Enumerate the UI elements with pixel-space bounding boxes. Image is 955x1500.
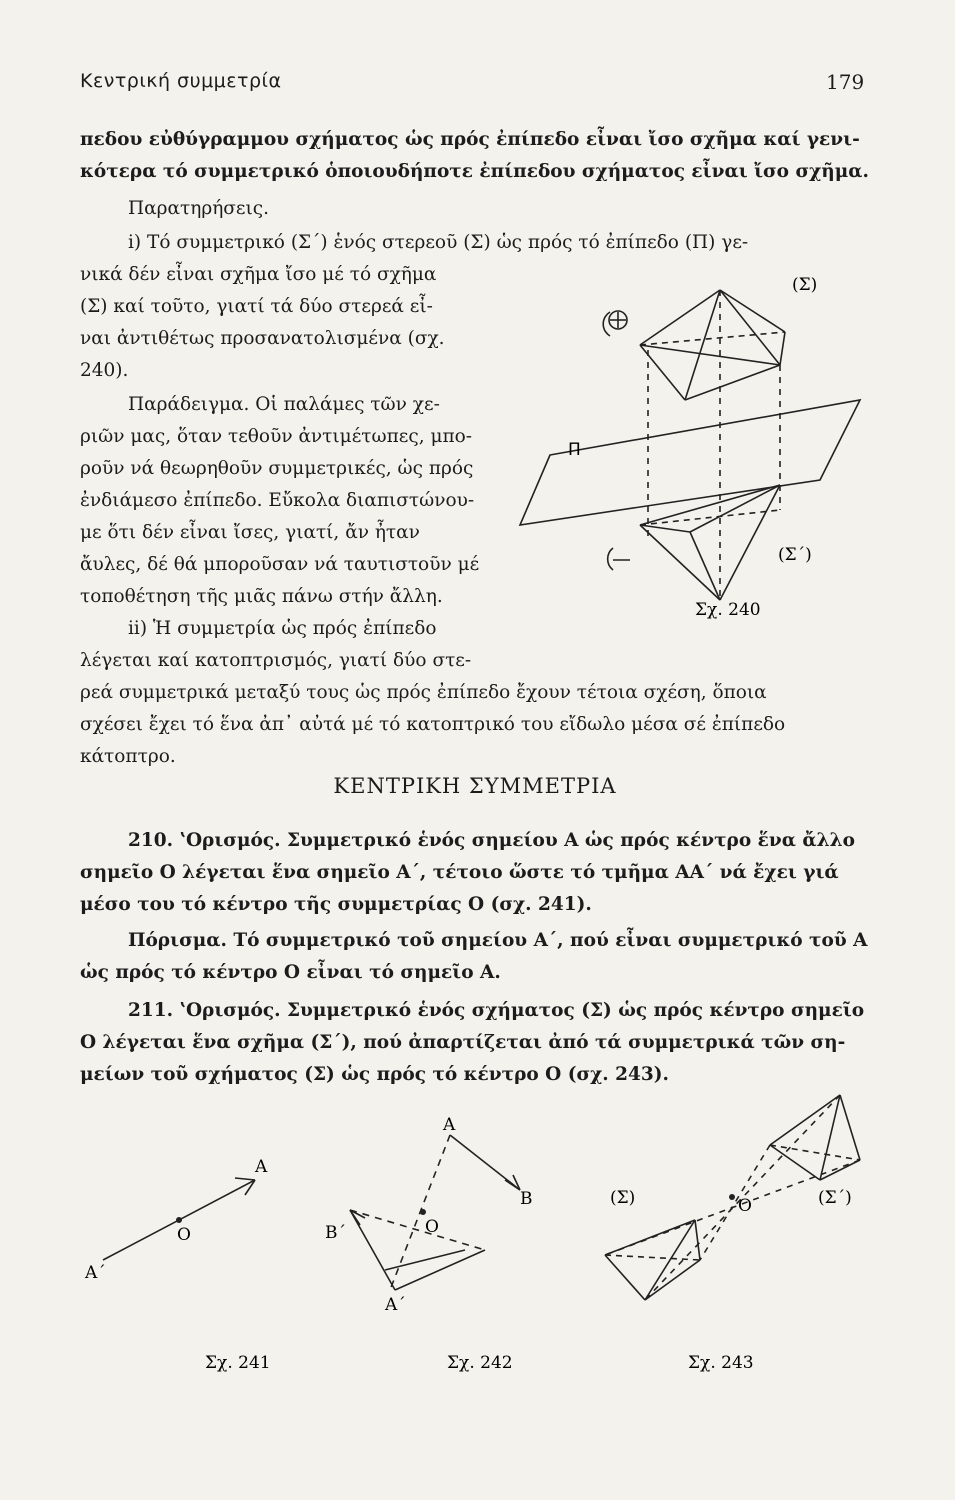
figure-243-label: (Σ΄) (818, 1188, 852, 1208)
figure-240-label-plane: Π (568, 440, 581, 460)
figure-240 (530, 270, 880, 630)
text-line: i) Τό συμμετρικό (Σ΄) ἑνός στερεοῦ (Σ) ὡς πρός τό ἐπίπεδο (Π) γε- (128, 232, 749, 253)
corollary-line: Πόρισμα. Τό συμμετρικό τοῦ σημείου Α΄, πού εἶναι συμμετρικό τοῦ Α (128, 930, 868, 951)
definition-line: 211. ʽΟρισμός. Συμμετρικό ἑνός σχήματος (Σ) ὡς πρός κέντρο σημεῖο (128, 1000, 865, 1021)
example-line: Παράδειγμα. Οἱ παλάμες τῶν χε- (128, 394, 440, 415)
figure-243 (590, 1085, 880, 1380)
figure-241-caption: Σχ. 241 (205, 1353, 271, 1373)
figure-242-caption: Σχ. 242 (447, 1353, 513, 1373)
figure-243-caption: Σχ. 243 (688, 1353, 754, 1373)
text-line: λέγεται καί κατοπτρισμός, γιατί δύο στε- (80, 650, 472, 671)
text-line: ροῦν νά θεωρηθοῦν συμμετρικές, ὡς πρός (80, 458, 474, 479)
text-line: ναι ἀντιθέτως προσανατολισμένα (σχ. (80, 328, 445, 349)
figure-241-label: Α΄ (85, 1263, 106, 1283)
text-line: ρεά συμμετρικά μεταξύ τους ὡς πρός ἐπίπεδο ἔχουν τέτοια σχέση, ὅποια (80, 682, 767, 703)
text-line: σχέσει ἔχει τό ἕνα ἀπ᾽ αὐτά μέ τό κατοπτρικό του εἴδωλο μέσα σέ ἐπίπεδο (80, 714, 786, 735)
corollary-line: ὡς πρός τό κέντρο Ο εἶναι τό σημεῖο Α. (80, 962, 501, 983)
figure-243-label: Ο (738, 1196, 752, 1216)
text-line: τοποθέτηση τῆς μιᾶς πάνω στήν ἄλλη. (80, 586, 443, 607)
text-line: 240). (80, 360, 129, 381)
definition-line: σημεῖο Ο λέγεται ἕνα σημεῖο Α΄, τέτοιο ὥστε τό τμῆμα ΑΑ΄ νά ἔχει γιά (80, 862, 839, 883)
text-line: με ὅτι δέν εἶναι ἴσες, γιατί, ἄν ἦταν (80, 522, 420, 543)
section-heading: ΚΕΝΤΡΙΚΗ ΣΥΜΜΕΤΡΙΑ (333, 774, 617, 798)
remarks-heading: Παρατηρήσεις. (128, 198, 269, 219)
text-line: ii) Ἡ συμμετρία ὡς πρός ἐπίπεδο (128, 618, 437, 639)
page-number: 179 (826, 70, 865, 94)
text-line: ἐνδιάμεσο ἐπίπεδο. Εὔκολα διαπιστώνου- (80, 490, 475, 511)
figure-242-label: Α΄ (385, 1295, 406, 1315)
text-line: κότερα τό συμμετρικό ὁποιουδήποτε ἐπίπεδου σχήματος εἶναι ἴσο σχῆμα. (80, 161, 869, 182)
figure-242-label: Α (443, 1115, 456, 1135)
text-line: ριῶν μας, ὅταν τεθοῦν ἀντιμέτωπες, μπο- (80, 426, 473, 447)
figure-241 (85, 1157, 315, 1380)
text-line: ἄυλες, δέ θά μποροῦσαν νά ταυτιστοῦν μέ (80, 554, 480, 575)
plane-pi (520, 400, 860, 525)
text-line: (Σ) καί τοῦτο, γιατί τά δύο στερεά εἶ- (80, 296, 433, 317)
figure-240-caption: Σχ. 240 (695, 600, 761, 620)
figure-243-label: (Σ) (610, 1188, 636, 1208)
definition-line: μείων τοῦ σχήματος (Σ) ὡς πρός τό κέντρο Ο (σχ. 243). (80, 1064, 669, 1085)
figure-241-label: Ο (177, 1225, 191, 1245)
running-header: Κεντρική συμμετρία (80, 70, 282, 92)
text-line: πεδου εὐθύγραμμου σχήματος ὡς πρός ἐπίπεδο εἶναι ἴσο σχῆμα καί γενι- (80, 129, 860, 150)
figure-242 (325, 1115, 555, 1380)
figure-242-label: Ο (425, 1217, 439, 1237)
figure-240-label-top: (Σ) (792, 275, 818, 295)
figure-242-label: Β (520, 1189, 533, 1209)
text-line: κάτοπτρο. (80, 746, 176, 767)
figure-242-label: Β΄ (325, 1223, 346, 1243)
definition-line: μέσο του τό κέντρο τῆς συμμετρίας Ο (σχ. 241). (80, 894, 592, 915)
definition-line: Ο λέγεται ἕνα σχῆμα (Σ΄), πού ἀπαρτίζεται ἀπό τά συμμετρικά τῶν ση- (80, 1032, 846, 1053)
figure-241-label: Α (255, 1157, 268, 1177)
definition-line: 210. ʽΟρισμός. Συμμετρικό ἑνός σημείου Α ὡς πρός κέντρο ἕνα ἄλλο (128, 830, 855, 851)
figure-240-label-bottom: (Σ΄) (778, 545, 812, 565)
text-line: νικά δέν εἶναι σχῆμα ἴσο μέ τό σχῆμα (80, 264, 437, 285)
